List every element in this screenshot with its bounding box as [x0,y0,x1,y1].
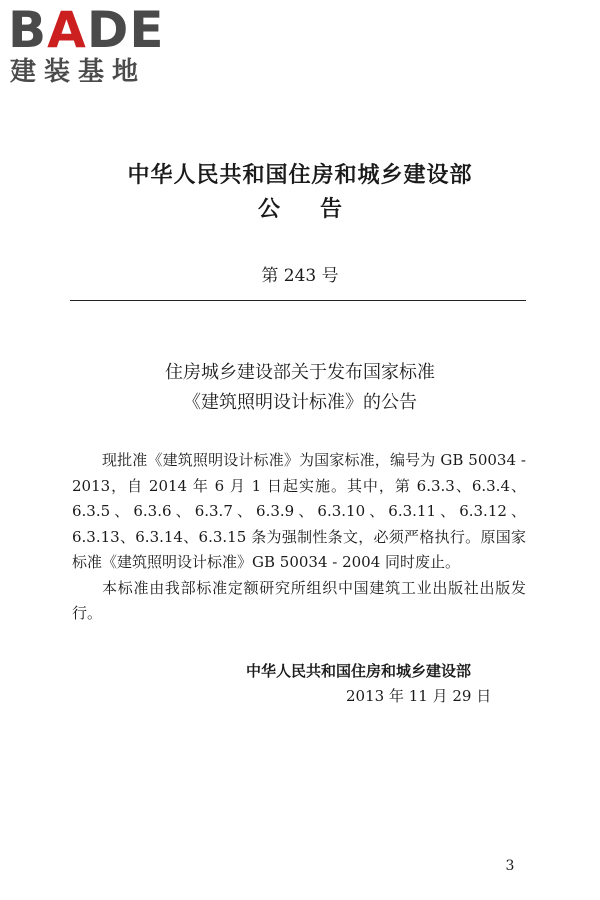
bade-logo [8,1,178,88]
notice-number: 第 243 号 [261,266,339,286]
logo-wordmark [8,1,165,59]
logo-chinese-name: 建装基地 [10,57,147,87]
logo-letter-b: B [8,1,48,59]
page-number: 3 [505,858,515,874]
signature-organization: 中华人民共和国住房和城乡建设部 [246,662,472,680]
logo-letters-de: DE [86,1,165,59]
body-paragraph-approval: 现批准《建筑照明设计标准》为国家标准，编号为 GB 50034 - 2013，自 2014 年 6 月 1 日起实施。其中，第 6.3.3、6.3.4、6.3.5、6.3.6、6.3.7、6.3.9、6.3.10、6.3.11、6.3.12、6.3.13、6.3.14、6.3.15 条为强制性条文，必须严格执行。原国家标准《建筑照明设计标准》GB 50034 - 2004 同时废止。 [72,451,526,571]
body-paragraph-publishing: 本标准由我部标准定额研究所组织中国建筑工业出版社出版发行。 [72,578,526,622]
notice-body [72,448,526,627]
issuer-title: 中华人民共和国住房和城乡建设部 [127,163,473,188]
header-divider [70,300,526,301]
notice-heading-line-1: 住房城乡建设部关于发布国家标准 [165,362,435,383]
signature-date: 2013 年 11 月 29 日 [346,687,492,705]
logo-letter-a: A [47,1,87,59]
notice-type: 公告 [257,197,382,222]
notice-heading-line-2: 《建筑照明设计标准》的公告 [183,392,417,413]
